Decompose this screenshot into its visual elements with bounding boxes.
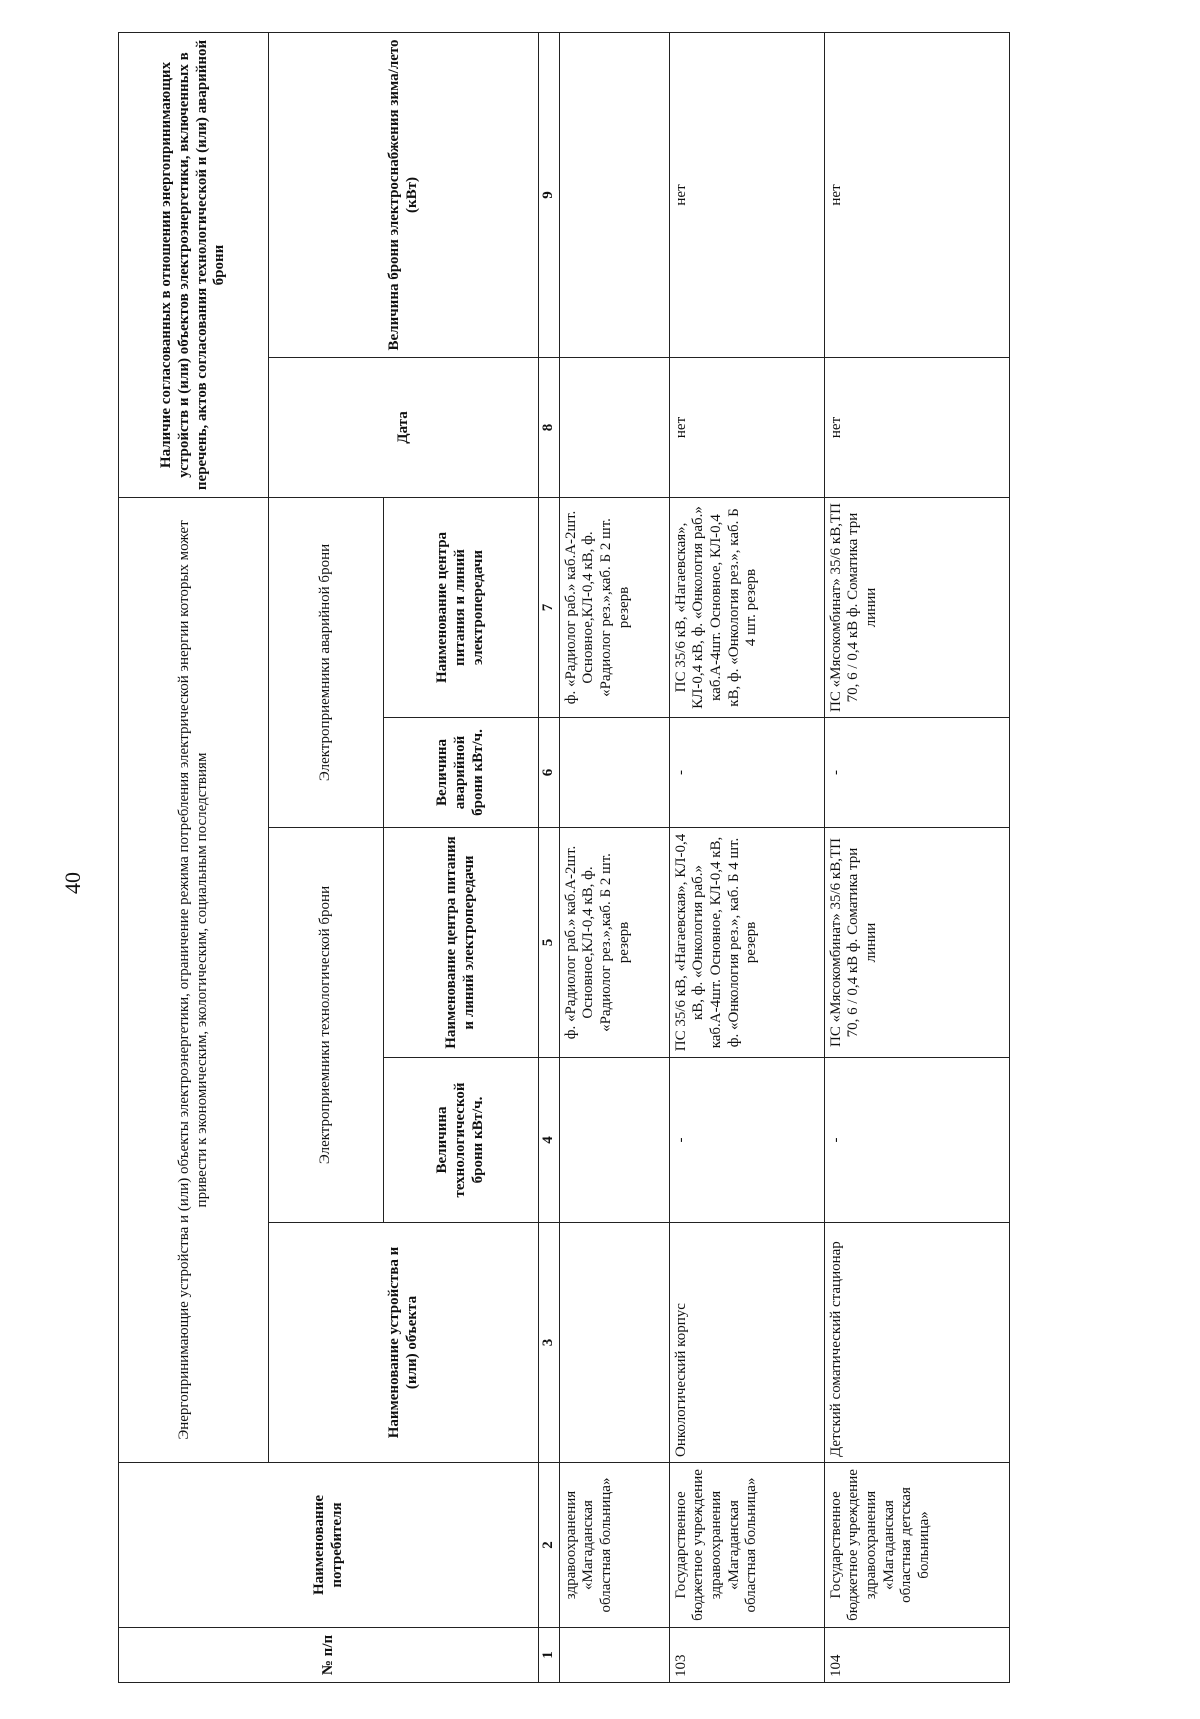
cell-tech-value: - — [824, 1058, 1009, 1223]
cell-tech-center: ПС «Мясокомбинат» 35/6 кВ,ТП 70, 6 / 0,4 кВ ф. Соматика три линии — [824, 828, 1009, 1058]
cell-emerg-value — [559, 718, 669, 828]
column-number: 6 — [539, 718, 560, 828]
page-number: 40 — [60, 872, 85, 894]
cell-tech-center: ПС 35/6 кВ, «Нагаевская», КЛ-0,4 кВ, ф. «Онкология раб.» каб.А-4шт. Основное, КЛ-0,4 кВ, ф. «Онкология рез.», каб. Б 4 шт. резерв — [669, 828, 824, 1058]
cell-no — [559, 1628, 669, 1683]
cell-tech-center: ф. «Радиолог раб.» каб.А-2шт. Основное,КЛ-0,4 кВ, ф. «Радиолог рез.»,каб. Б 2 шт. резерв — [559, 828, 669, 1058]
header-tech-center: Наименование центра питания и линий электропередачи — [384, 828, 539, 1058]
header-date: Дата — [269, 357, 539, 497]
cell-no: 104 — [824, 1628, 1009, 1683]
cell-reserve — [559, 32, 669, 357]
column-number: 5 — [539, 828, 560, 1058]
cell-tech-value — [559, 1058, 669, 1223]
header-object: Наименование устройства и (или) объекта — [269, 1223, 539, 1463]
header-group-main: Энергопринимающие устройства и (или) объекты электроэнергетики, ограничение режима потребления электрической энергии которых может привести к экономическим, экологическим, социальным последствиям — [119, 497, 269, 1462]
cell-date — [559, 357, 669, 497]
cell-object — [559, 1223, 669, 1463]
header-no: № п/п — [119, 1628, 539, 1683]
cell-emerg-value: - — [824, 718, 1009, 828]
header-emerg-value: Величина аварийной брони кВт/ч. — [384, 718, 539, 828]
column-number: 8 — [539, 357, 560, 497]
column-number: 4 — [539, 1058, 560, 1223]
table-row — [824, 32, 1009, 1682]
cell-tech-value: - — [669, 1058, 824, 1223]
cell-date: нет — [824, 357, 1009, 497]
header-group-agreement: Наличие согласованных в отношении энергопринимающих устройств и (или) объектов электроэнергетики, включенных в перечень, актов согласования технологической и (или) аварийной брони — [119, 32, 269, 497]
header-emerg-center: Наименование центра питания и линий электропередачи — [384, 497, 539, 717]
cell-reserve: нет — [669, 32, 824, 357]
cell-consumer: Государственное бюджетное учреждение здравоохранения «Магаданская областная больница» — [669, 1463, 824, 1628]
cell-reserve: нет — [824, 32, 1009, 357]
cell-emerg-center: ПС 35/6 кВ, «Нагаевская», КЛ-0,4 кВ, ф. «Онкология раб.» каб.А-4шт. Основное, КЛ-0,4 кВ, ф. «Онкология рез.», каб. Б 4 шт. резерв — [669, 497, 824, 717]
table-row — [559, 32, 669, 1682]
cell-consumer: здравоохранения «Магаданская областная больница» — [559, 1463, 669, 1628]
rotated-table-container — [118, 33, 1008, 1683]
column-number: 2 — [539, 1463, 560, 1628]
cell-object: Детский соматический стационар — [824, 1223, 1009, 1463]
header-group-emergency: Электроприемники аварийной брони — [269, 497, 384, 827]
header-reserve-value: Величина брони электроснабжения зима/лето (кВт) — [269, 32, 539, 357]
table-row — [669, 32, 824, 1682]
energy-consumers-table — [118, 32, 1010, 1683]
cell-emerg-center: ПС «Мясокомбинат» 35/6 кВ,ТП 70, 6 / 0,4 кВ ф. Соматика три линии — [824, 497, 1009, 717]
header-group-tech: Электроприемники технологической брони — [269, 828, 384, 1223]
header-tech-value: Величина технологической брони кВт/ч. — [384, 1058, 539, 1223]
cell-no: 103 — [669, 1628, 824, 1683]
column-number: 9 — [539, 32, 560, 357]
cell-object: Онкологический корпус — [669, 1223, 824, 1463]
column-number: 3 — [539, 1223, 560, 1463]
column-number: 1 — [539, 1628, 560, 1683]
header-consumer: Наименование потребителя — [119, 1463, 539, 1628]
cell-emerg-value: - — [669, 718, 824, 828]
cell-date: нет — [669, 357, 824, 497]
column-number: 7 — [539, 497, 560, 717]
cell-consumer: Государственное бюджетное учреждение здравоохранения «Магаданская областная детская больница» — [824, 1463, 1009, 1628]
cell-emerg-center: ф. «Радиолог раб.» каб.А-2шт. Основное,КЛ-0,4 кВ, ф. «Радиолог рез.»,каб. Б 2 шт. резерв — [559, 497, 669, 717]
